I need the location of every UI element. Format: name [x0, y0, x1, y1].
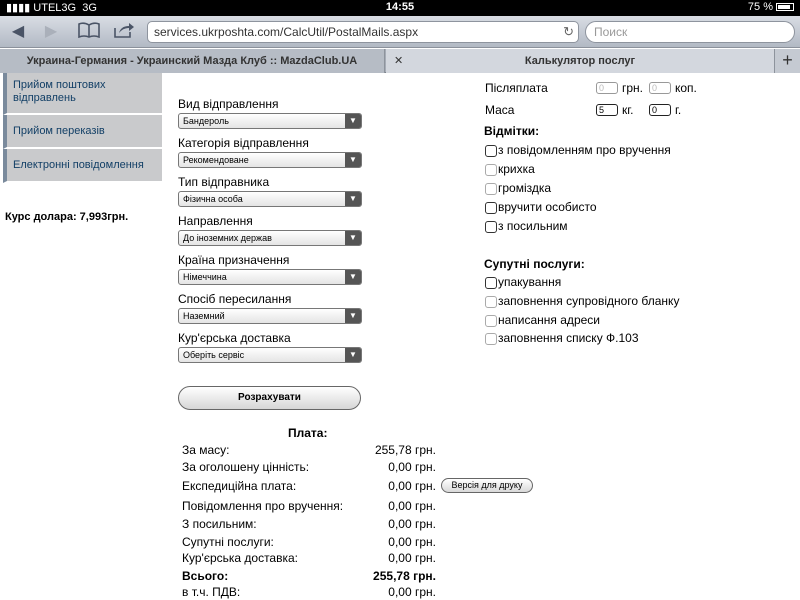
shipment-type-select[interactable] [178, 113, 362, 129]
payment-label: Повідомлення про вручення: [182, 499, 344, 513]
mass-label: Маса [485, 103, 515, 117]
mark-checkbox-notification[interactable] [485, 143, 671, 159]
payment-label: в т.ч. ПДВ: [182, 585, 241, 599]
sidebar-item-label: Електронні повідомлення [13, 159, 144, 171]
checkbox-label: громіздка [498, 181, 552, 195]
payment-value: 0,00 грн. [388, 460, 436, 474]
battery-icon [776, 3, 794, 11]
checkbox-icon[interactable] [485, 202, 497, 214]
checkbox-label: написання адреси [498, 313, 600, 327]
checkbox-icon[interactable] [485, 221, 497, 233]
cod-label: Післяплата [485, 81, 548, 95]
calculate-button[interactable]: Розрахувати [178, 386, 361, 410]
select-value: Фізична особа [183, 194, 243, 204]
select-value: Німеччина [183, 272, 227, 282]
checkbox-icon[interactable] [485, 296, 497, 308]
g-unit: г. [675, 103, 682, 117]
payment-row [182, 442, 436, 458]
select-value: Бандероль [183, 116, 229, 126]
reload-icon[interactable]: ↻ [563, 24, 574, 39]
payment-row [182, 534, 436, 550]
calc-form [178, 96, 362, 369]
sender-type-select[interactable] [178, 191, 362, 207]
clock: 14:55 [385, 1, 415, 13]
field-label: Кур'єрська доставка [178, 331, 291, 345]
select-value: Наземний [183, 311, 225, 321]
sidebar [3, 73, 162, 183]
payment-label: Кур'єрська доставка: [182, 551, 298, 565]
uah-unit: грн. [622, 81, 644, 95]
mark-checkbox-courier[interactable] [485, 219, 568, 235]
chevron-down-icon: ▼ [345, 192, 361, 206]
select-value: Оберіть сервіс [183, 350, 245, 360]
network-type: 3G [82, 2, 97, 14]
share-icon[interactable] [112, 22, 136, 42]
carrier-name: UTEL3G [33, 2, 77, 14]
payment-value: 0,00 грн. [388, 535, 436, 549]
checkbox-label: вручити особисто [498, 200, 597, 214]
payment-value: 0,00 грн. [388, 551, 436, 565]
search-input[interactable] [585, 21, 795, 43]
sidebar-item-label: Прийом переказів [13, 125, 105, 137]
checkbox-icon[interactable] [485, 315, 497, 327]
checkbox-icon[interactable] [485, 277, 497, 289]
chevron-down-icon: ▼ [345, 114, 361, 128]
payment-value: 0,00 грн. [388, 499, 436, 513]
checkbox-label: з посильним [498, 219, 568, 233]
search-placeholder: Поиск [594, 25, 628, 39]
payment-row [182, 498, 436, 514]
field-label: Спосіб пересилання [178, 292, 292, 306]
direction-select[interactable] [178, 230, 362, 246]
payment-label: Всього: [182, 569, 229, 583]
new-tab-plus-icon[interactable]: + [774, 49, 800, 73]
payment-label: За оголошену цінність: [182, 460, 310, 474]
mark-checkbox-personal[interactable] [485, 200, 597, 216]
payment-row [182, 459, 436, 475]
payment-row [182, 516, 436, 532]
back-arrow-icon[interactable]: ◀ [11, 23, 25, 40]
cod-kop-input[interactable]: 0 [649, 82, 671, 94]
kop-unit: коп. [675, 81, 697, 95]
checkbox-label: з повідомленням про вручення [498, 143, 671, 157]
mark-checkbox-bulky[interactable] [485, 181, 551, 197]
chevron-down-icon: ▼ [345, 153, 361, 167]
checkbox-label: упакування [498, 275, 562, 289]
sidebar-item-transfers[interactable] [3, 115, 162, 149]
battery-indicator [748, 1, 794, 13]
field-label: Вид відправлення [178, 97, 279, 111]
tab-label: Украина-Германия - Украинский Мазда Клуб :: MazdaClub.UA [26, 55, 358, 67]
carrier-label: ▮▮▮▮ UTEL3G 3G [6, 2, 97, 14]
checkbox-icon[interactable] [485, 145, 497, 157]
checkbox-label: заповнення списку Ф.103 [498, 331, 639, 345]
status-bar [0, 0, 800, 16]
payment-label: Експедиційна плата: [182, 479, 297, 493]
field-label: Тип відправника [178, 175, 270, 189]
checkbox-icon[interactable] [485, 183, 497, 195]
sidebar-item-mail[interactable] [3, 73, 162, 115]
payment-row [182, 478, 436, 494]
service-checkbox-form[interactable] [485, 294, 679, 310]
field-label: Направлення [178, 214, 253, 228]
payment-total-row [182, 568, 436, 584]
chevron-down-icon: ▼ [345, 270, 361, 284]
mark-checkbox-fragile[interactable] [485, 162, 535, 178]
kg-unit: кг. [622, 103, 634, 117]
print-version-button[interactable]: Версія для друку [441, 478, 533, 493]
select-value: До іноземних держав [183, 233, 272, 243]
tab-label: Калькулятор послуг [524, 55, 636, 67]
chevron-down-icon: ▼ [345, 231, 361, 245]
checkbox-label: крихка [498, 162, 535, 176]
service-checkbox-packing[interactable] [485, 275, 561, 291]
forward-arrow-icon[interactable]: ▶ [44, 23, 58, 40]
select-value: Рекомендоване [183, 155, 249, 165]
field-label: Країна призначення [178, 253, 290, 267]
payment-row [182, 584, 436, 600]
close-tab-icon[interactable]: ✕ [394, 55, 404, 67]
marks-title: Відмітки: [484, 124, 540, 138]
shipment-category-select[interactable] [178, 152, 362, 168]
payment-value: 255,78 грн. [374, 443, 436, 457]
payment-value: 0,00 грн. [388, 585, 436, 599]
browser-toolbar [0, 16, 800, 48]
battery-percent: 75 % [747, 1, 773, 13]
courier-select[interactable] [178, 347, 362, 363]
tab-calculator[interactable] [386, 49, 774, 73]
payment-label: За масу: [182, 443, 230, 457]
payment-label: З посильним: [182, 517, 257, 531]
mass-kg-input[interactable]: 5 [596, 104, 618, 116]
tab-bar [0, 49, 800, 73]
cod-uah-input[interactable]: 0 [596, 82, 618, 94]
service-checkbox-address[interactable] [485, 313, 600, 329]
field-label: Категорія відправлення [178, 136, 309, 150]
bookmarks-book-icon[interactable] [76, 22, 102, 42]
sidebar-item-notifications[interactable] [3, 149, 162, 183]
checkbox-label: заповнення супровідного бланку [498, 294, 680, 308]
country-select[interactable] [178, 269, 362, 285]
exchange-rate: Курс долара: 7,993грн. [5, 211, 129, 223]
tab-mazdaclub[interactable] [0, 49, 385, 73]
services-title: Супутні послуги: [484, 257, 585, 271]
payment-value: 255,78 грн. [373, 569, 436, 583]
payment-label: Супутні послуги: [182, 535, 274, 549]
delivery-method-select[interactable] [178, 308, 362, 324]
sidebar-item-label: Прийом поштових відправлень [13, 79, 106, 104]
checkbox-icon[interactable] [485, 333, 497, 345]
mass-g-input[interactable]: 0 [649, 104, 671, 116]
checkbox-icon[interactable] [485, 164, 497, 176]
payment-title: Плата: [288, 426, 328, 440]
chevron-down-icon: ▼ [345, 348, 361, 362]
payment-row [182, 550, 436, 566]
address-bar[interactable] [147, 21, 579, 43]
address-text: services.ukrposhta.com/CalcUtil/PostalMails.aspx [154, 25, 419, 39]
payment-value: 0,00 грн. [388, 479, 436, 493]
chevron-down-icon: ▼ [345, 309, 361, 323]
service-checkbox-list[interactable] [485, 331, 639, 347]
payment-value: 0,00 грн. [388, 517, 436, 531]
